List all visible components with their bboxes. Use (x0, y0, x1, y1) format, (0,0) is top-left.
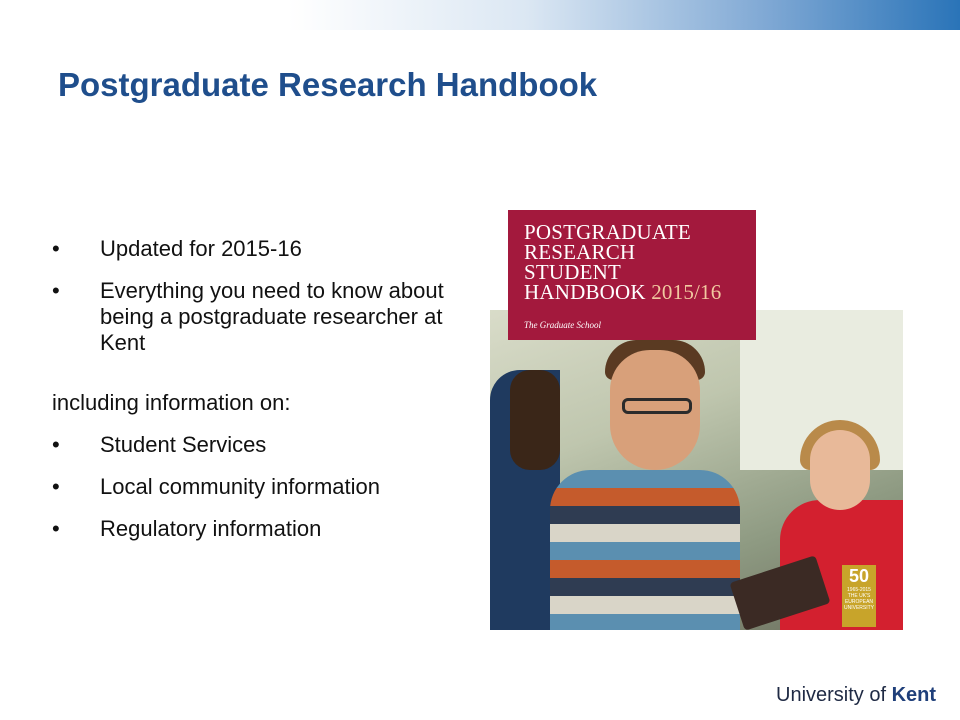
university-logo (776, 684, 936, 707)
bullet-item (52, 236, 472, 262)
bullet-text: Regulatory information (100, 516, 322, 541)
slide-title: Postgraduate Research Handbook (58, 66, 598, 103)
cover-title-handbook: HANDBOOK (524, 280, 646, 304)
bullet-dot: • (52, 432, 60, 457)
cover-title (524, 222, 740, 302)
bullet-text: Student Services (100, 432, 267, 457)
anniversary-badge (842, 565, 876, 627)
bullet-item (52, 474, 472, 500)
bullet-text: Updated for 2015-16 (100, 236, 302, 261)
bullet-content (52, 236, 472, 558)
cover-year: 2015/16 (651, 280, 722, 304)
cover-title-line (524, 282, 740, 302)
bullet-dot: • (52, 236, 60, 261)
bullet-item (52, 516, 472, 542)
bullet-item (52, 432, 472, 458)
cover-title-line: STUDENT (524, 260, 622, 284)
handbook-cover-title-block (508, 210, 756, 340)
cover-subtitle: The Graduate School (524, 320, 601, 330)
bullet-dot: • (52, 278, 60, 303)
intro-text: including information on: (52, 390, 291, 415)
bullet-text: Local community information (100, 474, 381, 499)
photo-person-left-head (510, 370, 560, 470)
bullet-dot: • (52, 516, 60, 541)
photo-glasses (622, 398, 692, 414)
cover-title-line: RESEARCH (524, 240, 636, 264)
top-gradient-band (0, 0, 960, 30)
handbook-cover-photo (490, 310, 903, 630)
photo-person-right-head (810, 430, 870, 510)
logo-name: Kent (891, 684, 937, 706)
badge-text: 1965-2015 THE UK'S EUROPEAN UNIVERSITY (844, 587, 875, 611)
photo-person-middle-body (550, 470, 740, 630)
logo-prefix: University of (776, 684, 892, 706)
badge-number: 50 (848, 566, 870, 586)
cover-title-line: POSTGRADUATE (524, 220, 691, 244)
bullet-dot: • (52, 474, 60, 499)
bullet-item (52, 278, 472, 356)
bullet-text: Everything you need to know about being a postgraduate researcher at Kent (100, 278, 444, 355)
